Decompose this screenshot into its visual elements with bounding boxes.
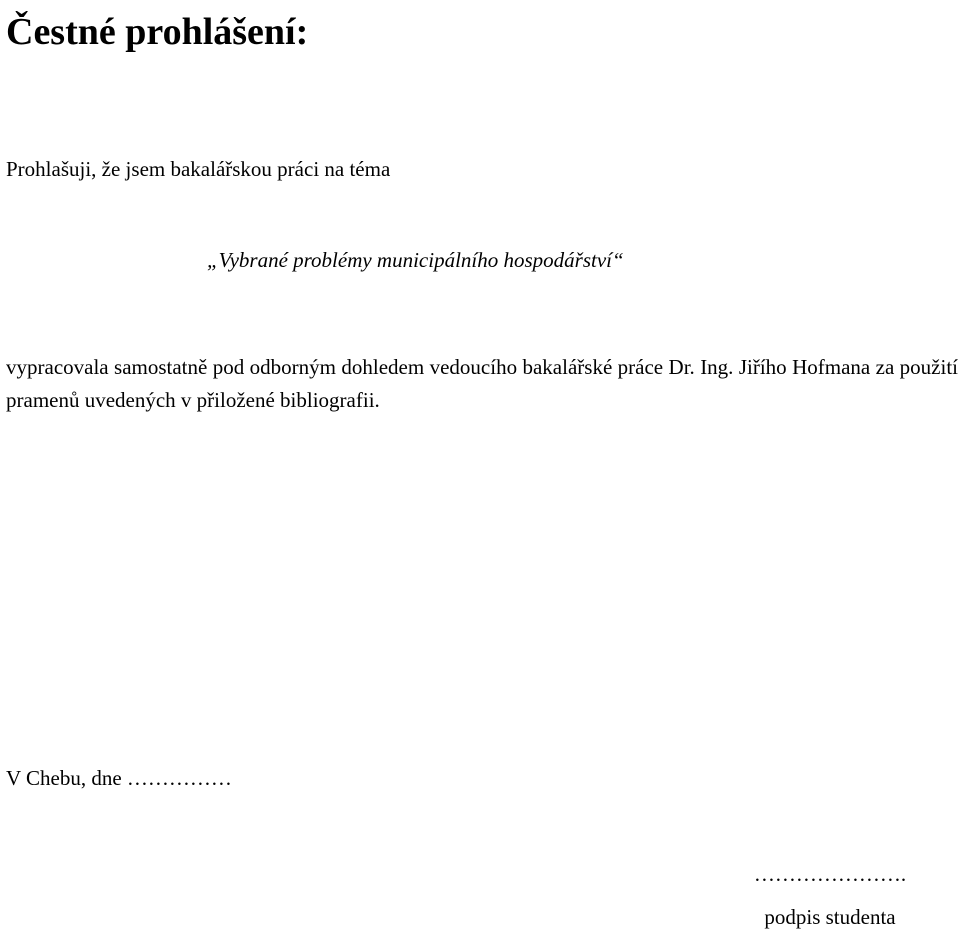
declaration-body: vypracovala samostatně pod odborným dohledem vedoucího bakalářské práce Dr. Ing. Jiřího Hofmana za použití pramenů uvedených v přiložené bibliografii. bbox=[6, 355, 958, 412]
signature-caption: podpis studenta bbox=[764, 905, 896, 929]
place-date: V Chebu, dne …………… bbox=[6, 766, 232, 790]
thesis-title: „Vybrané problémy municipálního hospodářství“ bbox=[207, 248, 624, 272]
declaration-intro: Prohlašuji, že jsem bakalářskou práci na téma bbox=[6, 157, 391, 181]
signature-line: …………………. bbox=[753, 862, 907, 886]
signature-block bbox=[720, 862, 940, 932]
page-heading: Čestné prohlášení: bbox=[6, 11, 309, 53]
